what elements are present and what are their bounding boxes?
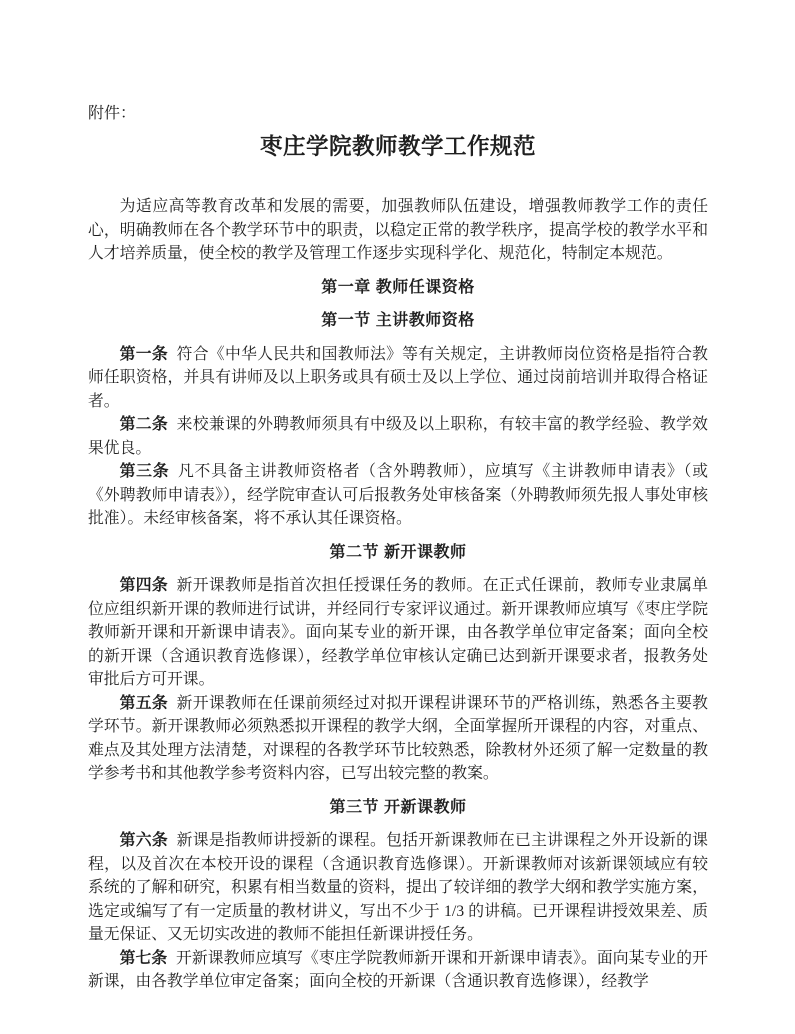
article-5-label: 第五条	[119, 694, 168, 712]
article-2-text: 来校兼课的外聘教师须具有中级及以上职称，有较丰富的教学经验、教学效果优良。	[88, 416, 708, 457]
article-7-text: 开新课教师应填写《枣庄学院教师新开课和开新课申请表》。面向某专业的开新课，由各教学单位审定备案；面向全校的开新课（含通识教育选修课），经教学	[88, 949, 708, 990]
section-3-heading: 第三节 开新课教师	[329, 798, 467, 816]
article-1-text: 符合《中华人民共和国教师法》等有关规定，主讲教师岗位资格是指符合教师任职资格，并具有讲师及以上职务或具有硕士及以上学位、通过岗前培训并取得合格证者。	[88, 345, 708, 410]
article-3-label: 第三条	[119, 463, 170, 480]
article-2-label: 第二条	[119, 416, 168, 433]
document-title: 枣庄学院教师教学工作规范	[259, 134, 536, 159]
article-6	[88, 829, 708, 947]
attachment-label: 附件：	[88, 105, 137, 122]
intro-paragraph: 为适应高等教育改革和发展的需要，加强教师队伍建设，增强教师教学工作的责任心，明确教师在各个教学环节中的职责，以稳定正常的教学秩序，提高学校的教学水平和人才培养质量，使全校的教学及管理工作逐步实现科学化、规范化，特制定本规范。	[88, 198, 708, 262]
article-6-label: 第六条	[119, 832, 168, 849]
article-1-label: 第一条	[119, 345, 168, 363]
section-1-heading: 第一节 主讲教师资格	[321, 312, 475, 329]
article-4-text: 新开课教师是指首次担任授课任务的教师。在正式任课前，教师专业隶属单位应组织新开课的教师进行试讲，并经同行专家评议通过。新开课教师应填写《枣庄学院教师新开课和开新课申请表》。面向某专业的新开课，由各教学单位审定备案；面向全校的新开课（含通识教育选修课），经教学单位审核认定确已达到新开课要求者，报教务处审批后方可开课。	[88, 577, 708, 688]
article-3	[88, 460, 708, 531]
article-7	[88, 947, 708, 994]
article-4-label: 第四条	[119, 577, 168, 594]
chapter-1-heading: 第一章 教师任课资格	[321, 278, 475, 296]
article-7-label: 第七条	[119, 949, 168, 967]
article-3-text: 凡不具备主讲教师资格者（含外聘教师），应填写《主讲教师申请表》（或《外聘教师申请表》），经学院审查认可后报教务处审核备案（外聘教师须先报人事处审核批准）。未经审核备案，将不承认其任课资格。	[88, 463, 708, 527]
article-1	[88, 343, 708, 414]
article-4	[88, 574, 708, 692]
section-2-heading: 第二节 新开课教师	[329, 543, 467, 561]
article-6-text: 新课是指教师讲授新的课程。包括开新课教师在已主讲课程之外开设新的课程，以及首次在本校开设的课程（含通识教育选修课）。开新课教师对该新课领域应有较系统的了解和研究，积累有相当数量的资料，提出了较详细的教学大纲和教学实施方案，选定或编写了有一定质量的教材讲义，写出不少于 1/3 的讲稿。已开课程讲授效果差、质量无保证、又无切实改进的教师不能担任新课讲授任务。	[88, 832, 708, 943]
article-5-text: 新开课教师在任课前须经过对拟开课程讲课环节的严格训练，熟悉各主要教学环节。新开课教师必须熟悉拟开课程的教学大纲，全面掌握所开课程的内容，对重点、难点及其处理方法清楚，对课程的各教学环节比较熟悉，除教材外还须了解一定数量的教学参考书和其他教学参考资料内容，已写出较完整的教案。	[88, 694, 708, 782]
article-2	[88, 413, 708, 460]
article-5	[88, 692, 708, 786]
